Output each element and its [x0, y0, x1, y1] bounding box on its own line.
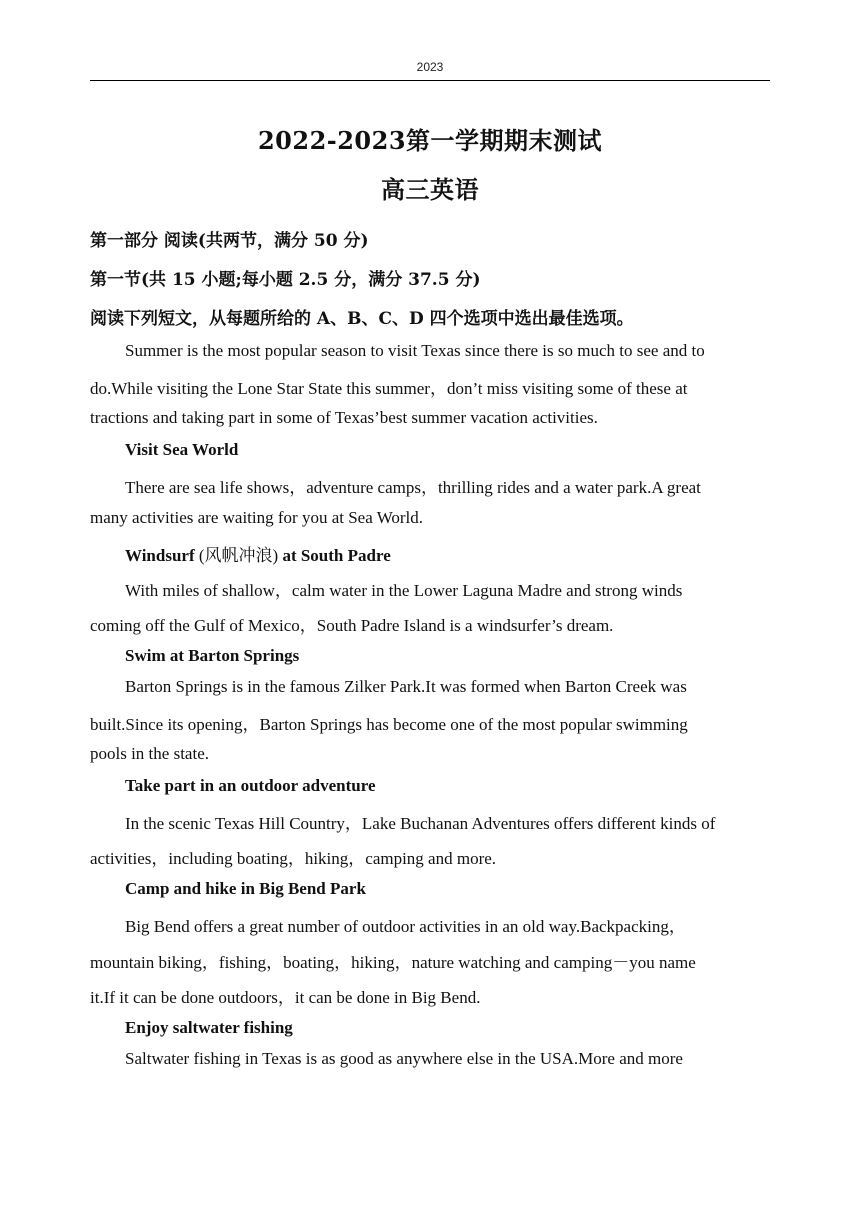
section-heading-big-bend: Camp and hike in Big Bend Park — [125, 879, 366, 898]
passage-line: tractions and taking part in some of Texas’best summer vacation activities. — [90, 408, 598, 427]
section-heading-windsurf — [125, 541, 391, 566]
passage-line: coming off the Gulf of Mexico，South Padre Island is a windsurfer’s dream. — [90, 616, 614, 635]
passage-line: do.While visiting the Lone Star State this summer，don’t miss visiting some of these at — [90, 379, 688, 398]
exam-subtitle: 高三英语 — [381, 175, 479, 204]
passage-line: Big Bend offers a great number of outdoor activities in an old way.Backpacking， — [125, 917, 686, 936]
passage-line: pools in the state. — [90, 744, 209, 763]
passage-line: Summer is the most popular season to visit Texas since there is so much to see and to — [125, 341, 705, 360]
heading-part: at South Padre — [282, 546, 391, 565]
heading-part: Windsurf — [125, 546, 195, 565]
section-heading-saltwater-fishing: Enjoy saltwater fishing — [125, 1018, 293, 1037]
passage-line: In the scenic Texas Hill Country，Lake Buchanan Adventures offers different kinds of — [125, 814, 716, 833]
exam-title: 2022-2023第一学期期末测试 — [257, 126, 603, 155]
passage-line: built.Since its opening，Barton Springs has become one of the most popular swimming — [90, 715, 688, 734]
passage-line: There are sea life shows，adventure camps，thrilling rides and a water park.A great — [125, 478, 701, 497]
passage-line: Saltwater fishing in Texas is as good as anywhere else in the USA.More and more — [125, 1049, 683, 1068]
passage-line: mountain biking，fishing，boating，hiking，nature watching and camping－you name — [90, 953, 696, 972]
passage-line: activities，including boating，hiking，camping and more. — [90, 849, 497, 868]
passage-line: many activities are waiting for you at Sea World. — [90, 508, 424, 527]
section-heading-sea-world: Visit Sea World — [125, 440, 239, 459]
header-divider — [90, 80, 770, 81]
passage-line: Barton Springs is in the famous Zilker Park.It was formed when Barton Creek was — [125, 677, 687, 696]
passage-line: With miles of shallow，calm water in the Lower Laguna Madre and strong winds — [125, 581, 683, 600]
page-header-year: 2023 — [416, 60, 444, 74]
heading-note: (风帆冲浪) — [194, 546, 283, 565]
section-heading-outdoor-adventure: Take part in an outdoor adventure — [125, 776, 376, 795]
section-heading: 第一节(共 15 小题;每小题 2.5 分，满分 37.5 分) — [90, 270, 481, 290]
passage-line: it.If it can be done outdoors，it can be done in Big Bend. — [90, 988, 481, 1007]
part-heading: 第一部分 阅读(共两节，满分 50 分) — [90, 231, 369, 251]
section-heading-barton-springs: Swim at Barton Springs — [125, 646, 300, 665]
directions-text: 阅读下列短文，从每题所给的 A、B、C、D 四个选项中选出最佳选项。 — [90, 309, 634, 329]
